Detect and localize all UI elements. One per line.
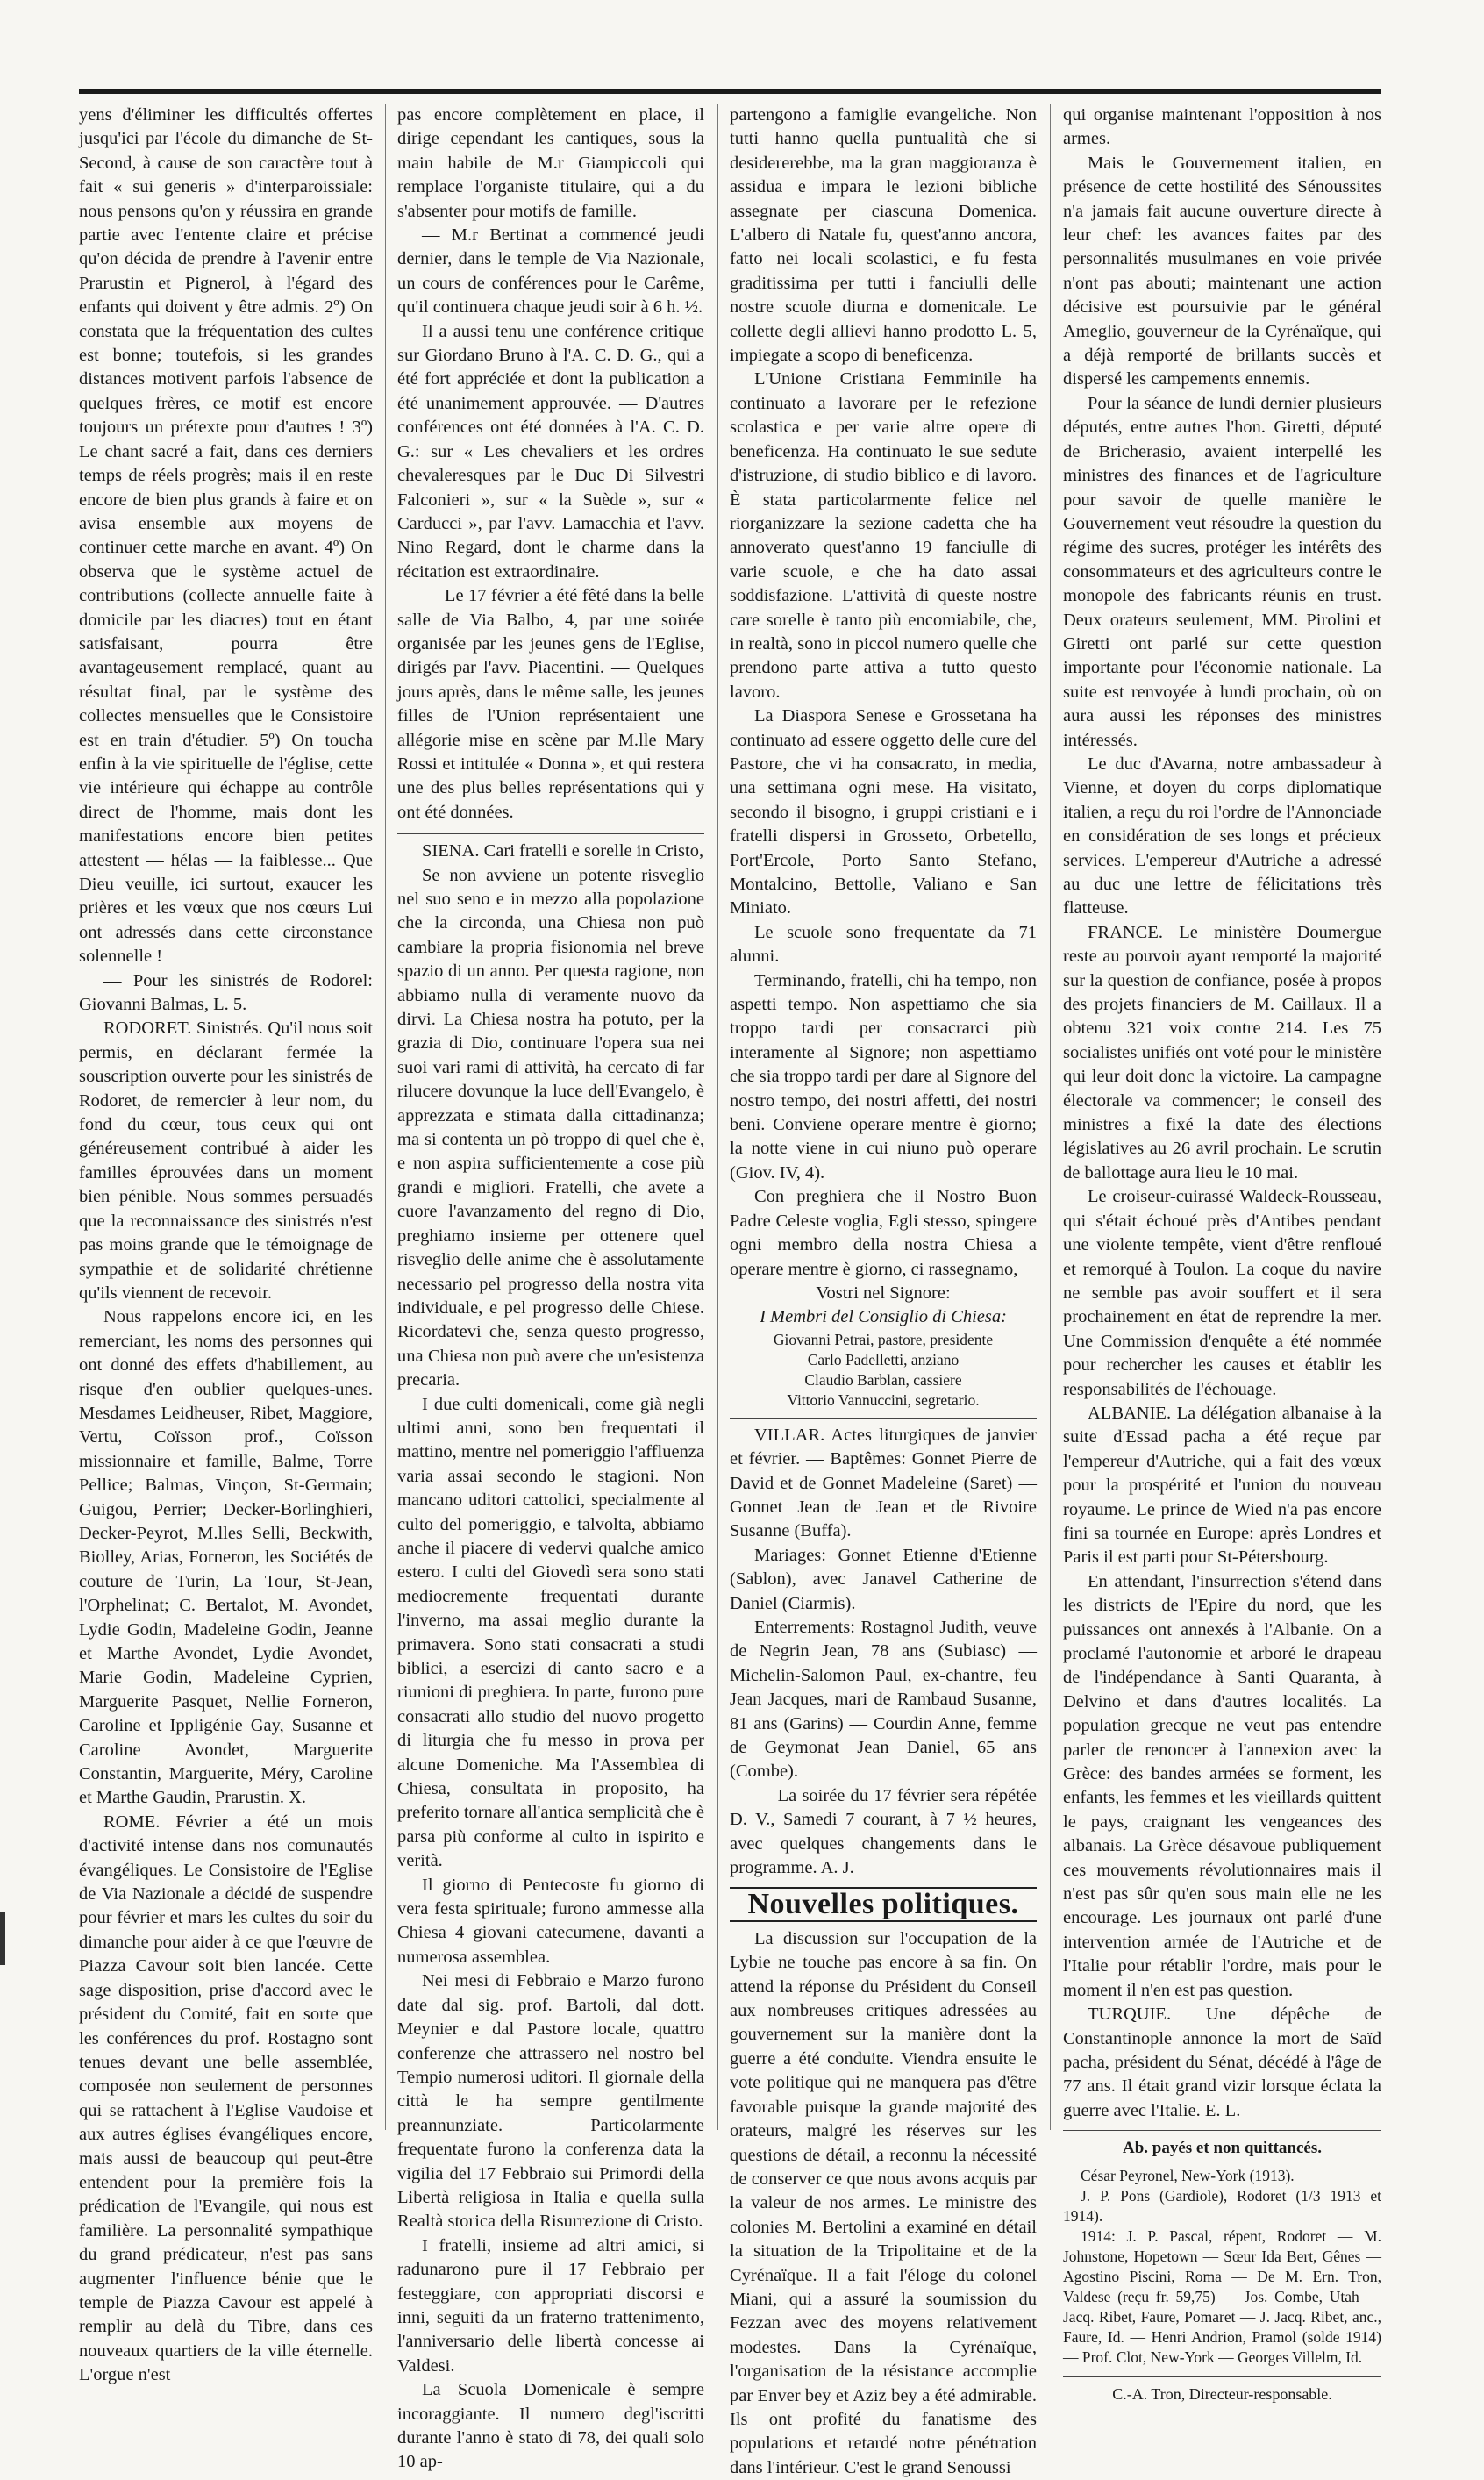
paragraph: Pour la séance de lundi dernier plusieurs députés, entre autres l'hon. Giretti, député de Bricherasio, avaient interpellé les ministres des finances et de l'agriculture pour savoir de quelle manière le Gouvernement veut résoudre la question du régime des sucres, protéger les intérêts des consommateurs et des agriculteurs contre le monopole des fabricants réunis en trust. Deux orateurs seulement, MM. Pirolini et Giretti ont parlé sur cette question importante pour l'économie nationale. La suite est renvoyée à lundi prochain, où on aura aussi les réponses des ministres intéressés. — [1063, 393, 1381, 750]
section-heading: SIENA. Cari fratelli e sorelle in Cristo, — [397, 833, 704, 863]
column-4 — [1063, 104, 1381, 2403]
signature-line: Carlo Padelletti, anziano — [807, 1350, 960, 1369]
column-divider — [1050, 104, 1051, 2130]
section-title: Nouvelles politiques. — [747, 1888, 1019, 1921]
signature-line: Giovanni Petrai, pastore, presidente — [773, 1330, 994, 1348]
paragraph: qui organise maintenant l'opposition à nos armes. — [1063, 105, 1381, 149]
top-rule — [79, 89, 1381, 94]
paragraph: Enterrements: Rostagnol Judith, veuve de Negrin Jean, 78 ans (Subiasc) — Michelin-Salomon Paul, ex-chantre, feu Jean Jacques, mari de Rambaud Susanne, 81 ans (Garins) — Courdin Anne, femme de Geymonat Jean Daniel, 65 ans (Combe). — [730, 1617, 1037, 1782]
paragraph: Se non avviene un potente risveglio nel suo seno e in mezzo alla popolazione che la circonda, una Chiesa non può cambiare la propria fisionomia nel breve spazio di un anno. Per questa ragione, non abbiamo nulla di veramente nuovo da dirvi. La Chiesa nostra ha potuto, per la grazia di Dio, continuare l'opera sua nei suoi vari rami di attività, ha cercato di far rilucere dovunque la luce dell'Evangelo, è apprezzata e stimata dalla cittadinanza; ma si contenta un pò troppo di quel che è, e non aspira sufficientemente a cose più grandi e migliori. Fratelli, che avete a cuore l'avanzamento del regno di Dio, preghiamo insieme per ottenere quel risveglio delle anime che è assolutamente necessario pel progresso della nostra vita individuale, e pel progresso delle Chiese. Ricordatevi che, senza questo progresso, una Chiesa non può avere che un'esistenza precaria. — [397, 865, 704, 1390]
paragraph: pas encore complètement en place, il dirige cependant les cantiques, sous la main habile de M.r Giampiccoli qui remplace l'organiste titulaire, qui a du s'absenter pour motifs de famille. — [397, 105, 704, 221]
paragraph: Le scuole sono frequentate da 71 alunni. — [730, 922, 1037, 967]
column-divider — [717, 104, 718, 2130]
paragraph: I fratelli, insieme ad altri amici, si radunarono pure il 17 Febbraio per festeggiare, con appropriati discorsi e inni, seguiti da un fraterno trattenimento, l'anniversario delle libertà concesse ai Valdesi. — [397, 2235, 704, 2376]
paragraph: — M.r Bertinat a commencé jeudi dernier, dans le temple de Via Nazionale, un cours de conférences pour le Carême, qu'il continuera chaque jeudi soir à 6 h. ½. — [397, 225, 704, 318]
paragraph: Con preghiera che il Nostro Buon Padre Celeste voglia, Egli stesso, spingere ogni membro della nostra Chiesa a operare mentre è giorno, ci rassegnamo, — [730, 1187, 1037, 1279]
paragraph: Le duc d'Avarna, notre ambassadeur à Vienne, et doyen du corps diplomatique italien, a reçu du roi l'ordre de l'Annonciade en considération de ses longs et précieux services. L'empereur d'Autriche a adressé au duc une lettre de félicitations très flatteuse. — [1063, 754, 1381, 918]
paragraph: Il a aussi tenu une conférence critique sur Giordano Bruno à l'A. C. D. G., qui a été fort appréciée et dont la publication a été unanimement approuvée. — D'autres conférences ont été données à l'A. C. D. G.: sur « Les chevaliers et les ordres chevaleresques par le Duc Di Silvestri Falconieri », sur « la Suède », sur « Carducci », par l'avv. Lamacchia et l'avv. Nino Regard, dont le charme dans la récitation est extraordinaire. — [397, 321, 704, 582]
subscription-entry: 1914: J. P. Pascal, répent, Rodoret — M. Johnstone, Hopetown — Sœur Ida Bert, Gênes — Agostino Piscini, Roma — De M. Ern. Tron, Valdese (reçu fr. 59,75) — Jos. Combe, Utah — Jacq. Ribet, Faure, Pomaret — J. Jacq. Ribet, anc., Faure, Id. — Henri Andrion, Pramol (solde 1914) — Prof. Clot, New-York — Georges Villelm, Id. — [1063, 2226, 1381, 2366]
paragraph: VILLAR. Actes liturgiques de janvier et février. — Baptêmes: Gonnet Pierre de David et de Gonnet Madeleine (Saret) — Gonnet Jean de Jean et de Rivoire Susanne (Buffa). — [730, 1418, 1037, 1544]
paragraph: Mais le Gouvernement italien, en présence de cette hostilité des Sénoussites n'a jamais fait aucune ouverture directe à leur chef: les avances faites par des personnalités musulmanes en voie privée n'ont pas abouti; maintenant une action décisive est poursuivie par le général Ameglio, gouverneur de la Cyrénaïque, qui a déjà remporté de brillants succès et dispersé les campements ennemis. — [1063, 153, 1381, 390]
column-2 — [397, 104, 704, 2472]
paragraph: Nous rappelons encore ici, en les remerciant, les noms des personnes qui ont donné des effets d'habillement, au risque d'en oublier quelques-unes. Mesdames Leidheuser, Ribet, Maggiore, Vertu, Coïsson prof., Coïsson missionnaire et famille, Balme, Torre Pellice; Balmas, Vinçon, St-Germain; Guigou, Perrier; Decker-Borlinghieri, Decker-Peyrot, M.lles Selli, Beckwith, Biolley, Arias, Forneron, les Sociétés de couture de Turin, La Tour, St-Jean, l'Orphelinat; C. Bertalot, M. Avondet, Lydie Godin, Madeleine Godin, Jeanne et Marthe Avondet, Lydie Avondet, Marie Godin, Madeleine Cyprien, Marguerite Pasquet, Nellie Forneron, Caroline et Ippligénie Gay, Susanne et Caroline Avondet, Marguerite Constantin, Marguerite, Méry, Caroline et Marthe Gaudin, Prarustin. X. — [79, 1307, 373, 1808]
subscriptions-heading: Ab. payés et non quittancés. — [1063, 2130, 1381, 2160]
paragraph: Terminando, fratelli, chi ha tempo, non aspetti tempo. Non aspettiamo che sia troppo tardi per consacrarci più interamente al Signore; non aspettiamo che sia troppo tardi per dare al Signore del nostro tempo, dei nostri affetti, dei nostri beni. Conviene operare mentre è giorno; la notte viene in cui niuno può operare (Giov. IV, 4). — [730, 970, 1037, 1183]
paragraph: partengono a famiglie evangeliche. Non tutti hanno quella puntualità che si desidererebbe, ma la gran maggioranza è assidua e impara le lezioni bibliche assegnate per ciascuna Domenica. L'albero di Natale fu, quest'anno ancora, fatto nei locali scolastici, e fu festa graditissima per tutti i fanciulli delle nostre scuole diurna e domenicale. Le collette degli allievi hanno prodotto L. 5, impiegate a scopo di beneficenza. — [730, 105, 1037, 366]
subscription-entry: César Peyronel, New-York (1913). — [1081, 2166, 1295, 2184]
paragraph: Mariages: Gonnet Etienne d'Etienne (Sablon), avec Janavel Catherine de Daniel (Ciarmis). — [730, 1545, 1037, 1613]
paragraph: Nei mesi di Febbraio e Marzo furono date dal sig. prof. Bartoli, dal dott. Meynier e dal Pastore locale, quattro conferenze che attrassero nel nostro bel Tempio numerosi uditori. Il giornale della città le ha sempre gentilmente preannunziate. Particolarmente frequentate furono la conferenza data la vigilia del 17 Febbraio sui Primordi della Libertà religiosa in Italia e quella sulla Realtà storica della Risurrezione di Cristo. — [397, 1971, 704, 2232]
paragraph: L'Unione Cristiana Femminile ha continuato a lavorare per le refezione scolastica e per varie altre opere di beneficenza. Ha continuato le sue sedute d'istruzione, di studio biblico e di lavoro. È stata particolarmente felice nel riorganizzare la sezione cadetta che ha annoverato quest'anno 19 fanciulle di varie scuole, e che ha dato assai soddisfazione. L'attività di queste nostre care sorelle è tanto più encomiabile, che, in realtà, sono in piccol numero quelle che prendono parte attiva a tutto questo lavoro. — [730, 369, 1037, 702]
paragraph: — Le 17 février a été fêté dans la belle salle de Via Balbo, 4, par une soirée organisée par les jeunes gens de l'Eglise, dirigés par l'avv. Piacentini. — Quelques jours après, dans le même salle, les jeunes filles de l'Union représentaient une allégorie mise en scène par M.lle Mary Rossi et intitulée « Donna », et qui restera une des plus belles représentations qui y ont été données. — [397, 586, 704, 822]
signature-line: Claudio Barblan, cassiere — [804, 1370, 962, 1389]
editor-signature: C.-A. Tron, Directeur-responsable. — [1063, 2376, 1381, 2406]
paragraph: RODORET. Sinistrés. Qu'il nous soit permis, en déclarant fermée la souscription ouverte pour les sinistrés de Rodoret, de remercier à leur nom, du fond du cœur, tous ceux qui ont généreusement contribué à aider les familles éprouvées dans un moment bien pénible. Nous sommes persuadés que la reconnaissance des sinistrés n'est pas moins grande que le témoignage de sympathie et de solidarité chrétienne qu'ils viennent de recevoir. — [79, 1018, 373, 1303]
paragraph: La Scuola Domenicale è sempre incoraggiante. Il numero degl'iscritti durante l'anno è stato di 78, dei quali solo 10 ap- — [397, 2380, 704, 2472]
column-divider — [385, 104, 386, 2130]
signature-line: Vittorio Vannuccini, segretario. — [787, 1390, 980, 1409]
subscription-entry: J. P. Pons (Gardiole), Rodoret (1/3 1913 et 1914). — [1063, 2186, 1381, 2225]
section-header-box — [730, 1887, 1037, 1921]
margin-mark — [0, 1912, 25, 1965]
signature-line: Vostri nel Signore: — [816, 1283, 951, 1303]
signature-line: I Membri del Consiglio di Chiesa: — [760, 1307, 1007, 1327]
column-1 — [79, 104, 373, 2385]
paragraph: TURQUIE. Une dépêche de Constantinople annonce la mort de Saïd pacha, président du Sénat, décédé à l'âge de 77 ans. Il était grand vizir lorsque éclata la guerre avec l'Italie. E. L. — [1063, 2005, 1381, 2120]
paragraph: La Diaspora Senese e Grossetana ha continuato ad essere oggetto delle cure del Pastore, che vi ha consacrato, in media, una settimana ogni mese. Ha visitato, secondo il bisogno, i gruppi cristiani e i fratelli dispersi in Grosseto, Orbetello, Port'Ercole, Porto Santo Stefano, Montalcino, Bettolle, Valiano e San Miniato. — [730, 706, 1037, 918]
paragraph: La discussion sur l'occupation de la Lybie ne touche pas encore à sa fin. On attend la réponse du Président du Conseil aux nombreuses critiques adressées au gouvernement sur la manière dont la guerre a été conduite. Viendra ensuite le vote politique qui ne manquera pas d'être favorable puisque la grande majorité des orateurs, malgré les réserves sur les questions de détail, a reconnu la nécessité de conserver ce que nous avons acquis par la valeur de nos armes. Le ministre des colonies M. Bertolini a examiné en détail la situation de la Tripolitaine et de la Cyrénaïque. Il a fait l'éloge du colonel Miani, qui a assuré la soumission du Fezzan avec des moyens relativement modestes. Dans la Cyrénaïque, l'organisation de la résistance accomplie par Enver bey et Aziz bey a été admirable. Ils ont profité du fanatisme des populations et retardé notre pénétration dans l'intérieur. C'est le grand Senoussi — [730, 1928, 1037, 2477]
paragraph: Il giorno di Pentecoste fu giorno di vera festa spirituale; furono ammesse alla Chiesa 4 giovani catecumene, davanti a numerosa assemblea. — [397, 1875, 704, 1967]
paragraph: yens d'éliminer les difficultés offertes jusqu'ici par l'école du dimanche de St-Second, à cause de son caractère tout à fait « sui generis » d'interparoissiale: nous pensons qu'on y réussira en grande partie avec l'entente claire et précise qu'on décida de prendre à l'avenir entre Prarustin et Pignerol, à l'égard des enfants qui doivent y être admis. 2º) On constata que la fréquentation des cultes est bonne; toutefois, si les grandes distances motivent parfois l'absence de quelques frères, ce motif est encore toujours un prétexte pour d'autres ! 3º) Le chant sacré a fait, dans ces derniers temps de réels progrès; mais il en reste encore de bien plus grands à faire et on avisa ensemble aux moyens de continuer cette marche en avant. 4º) On observa que le système actuel de contributions (collecte annuelle faite à domicile par les diacres) tout en étant satisfaisant, pourra être avantageusement remplacé, quant au résultat final, par le système des collectes mensuelles que le Consistoire est en train d'étudier. 5º) On toucha enfin à la vie spirituelle de l'église, cette vie intérieure qui échappe au contrôle direct de l'homme, mais dont les manifestations encore bien petites attestent — hélas — la faiblesse... Que Dieu veuille, ici surtout, exaucer les prières et les vœux que nos cœurs Lui ont adressés dans cette circonstance solennelle ! — [79, 105, 373, 967]
paragraph: FRANCE. Le ministère Doumergue reste au pouvoir ayant remporté la majorité sur la question de confiance, posée à propos des projets financiers de M. Caillaux. Il a obtenu 321 voix contre 214. Les 75 socialistes unifiés ont voté pour le ministère qui leur doit donc la victoire. La campagne électorale va commencer; le conseil des ministres a fixé la date des élections législatives au 26 avril prochain. Le scrutin de ballottage aura lieu le 10 mai. — [1063, 922, 1381, 1183]
paragraph: — La soirée du 17 février sera répétée D. V., Samedi 7 courant, à 7 ½ heures, avec quelques changements dans le programme. A. J. — [730, 1785, 1037, 1878]
paragraph: ROME. Février a été un mois d'activité intense dans nos comunautés évangéliques. Le Consistoire de l'Eglise de Via Nazionale a décidé de suspendre pour février et mars les cultes du soir du dimanche pour aider à ce que l'œuvre de Piazza Cavour soit bien lancée. Cette sage disposition, prise d'accord avec le président du Comité, fait en sorte que les conférences du prof. Rostagno sont tenues devant une belle assemblée, composée non seulement de personnes qui se rattachent à l'Eglise Vaudoise et aux autres églises évangéliques encore, mais aussi de beaucoup qui peut-être entendent pour la première fois la prédication de l'Evangile, qui nous est familière. La personnalité sympathique du grand prédicateur, n'est pas sans augmenter l'influence bénie que le temple de Piazza Cavour est appelé à remplir au delà du Tibre, dans ces nouveaux quartiers de la ville éternelle. L'orgue n'est — [79, 1812, 373, 2385]
paragraph: En attendant, l'insurrection s'étend dans les districts de l'Epire du nord, que les puissances ont annexés à l'Albanie. On a proclamé l'autonomie et arboré le drapeau de l'indépendance à Santi Quaranta, à Delvino et dans d'autres localités. La population grecque ne veut pas entendre parler de renoncer à l'annexion avec la Grèce: des bandes armées se forment, les enfants, les femmes et les vieillards quittent le pays, craignant les vengeances des albanais. La Grèce désavoue publiquement ces mouvements révolutionnaires mais il n'est pas sûr qu'en sous main elle ne les encourage. Les journaux ont parlé d'une intervention armée de l'Autriche et de l'Italie pour rétablir l'ordre, mais pour le moment il n'en est pas question. — [1063, 1571, 1381, 2000]
column-3 — [730, 104, 1037, 2477]
paragraph: Le croiseur-cuirassé Waldeck-Rousseau, qui s'était échoué près d'Antibes pendant une violente tempête, vient d'être renfloué et remorqué à Toulon. La coque du navire ne semble pas avoir souffert et il sera prochainement en état de reprendre la mer. Une Commission d'enquête a été nommée pour rechercher les causes et établir les responsabilités de l'échouage. — [1063, 1187, 1381, 1399]
paragraph: — Pour les sinistrés de Rodorel: Giovanni Balmas, L. 5. — [79, 970, 373, 1015]
paragraph: ALBANIE. La délégation albanaise à la suite d'Essad pacha a été reçue par l'empereur d'Autriche, qui a fait des vœux pour la prospérité et l'union du nouveau royaume. Le prince de Wied n'a pas encore fini sa tournée en Europe: après Londres et Paris il est parti pour St-Pétersbourg. — [1063, 1403, 1381, 1568]
paragraph: I due culti domenicali, come già negli ultimi anni, sono ben frequentati il mattino, mentre nel pomeriggio l'affluenza varia assai secondo le stagioni. Non mancano uditori cattolici, specialmente al culto del pomeriggio, e talvolta, abbiamo anche il piacere di vedervi qualche amico estero. I culti del Giovedì sera sono stati mediocremente frequentati durante l'inverno, ma assai meglio durante la primavera. Sono stati consacrati a studi biblici, a esercizi di canto sacro e a riunioni di preghiera. In parte, furono pure consacrati allo studio del nuovo progetto di liturgia che fu messo in prova per alcune Domeniche. Ma l'Assemblea di Chiesa, consultata in proposito, ha preferito tornare all'antica semplicità che è parsa più conforme al culto in ispirito e verità. — [397, 1394, 704, 1871]
